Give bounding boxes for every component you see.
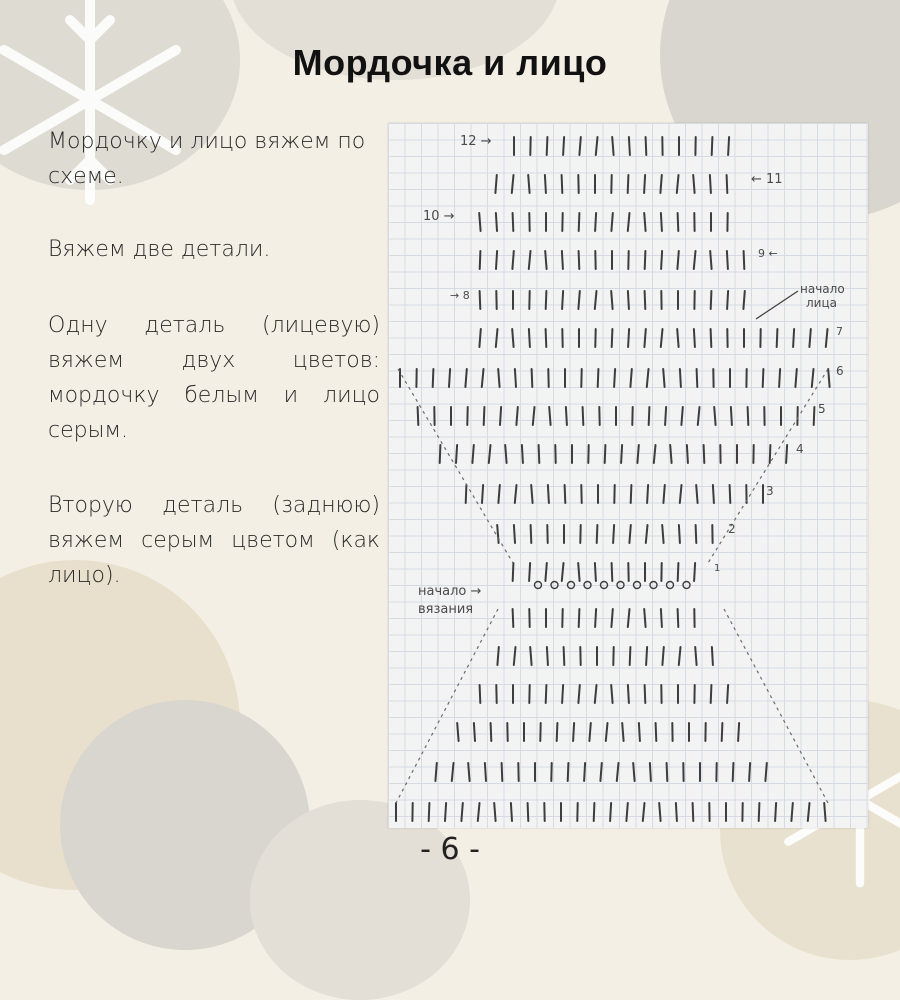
row-label-1: 1 bbox=[714, 563, 720, 574]
stitch-mark bbox=[595, 213, 596, 231]
row-label-11: ← 11 bbox=[751, 172, 783, 187]
stitch-mark bbox=[661, 609, 662, 627]
stitch-mark bbox=[429, 803, 430, 821]
stitch-mark bbox=[545, 251, 546, 269]
stitch-mark bbox=[677, 329, 678, 347]
stitch-mark bbox=[435, 763, 436, 781]
stitch-mark bbox=[474, 723, 475, 741]
stitch-mark bbox=[678, 609, 679, 627]
stitch-mark bbox=[612, 137, 613, 155]
stitch-mark bbox=[628, 685, 629, 703]
chain-stitch-mark bbox=[667, 582, 674, 589]
stitch-mark bbox=[613, 525, 614, 543]
stitch-mark bbox=[809, 329, 810, 347]
stitch-mark bbox=[516, 407, 517, 425]
stitch-mark bbox=[679, 525, 680, 543]
stitch-mark bbox=[478, 803, 480, 821]
stitch-mark bbox=[633, 763, 634, 781]
stitch-mark bbox=[547, 137, 548, 155]
stitch-mark bbox=[498, 369, 499, 387]
stitch-mark bbox=[482, 485, 483, 503]
face-start-label-2: лица bbox=[806, 296, 837, 310]
row-label-2: 2 bbox=[728, 522, 736, 536]
stitch-mark bbox=[565, 485, 566, 503]
stitch-mark bbox=[562, 291, 563, 309]
stitch-mark bbox=[679, 647, 681, 665]
stitch-mark bbox=[546, 291, 547, 309]
stitch-mark bbox=[512, 175, 514, 193]
stitch-mark bbox=[744, 251, 745, 269]
stitch-mark bbox=[595, 563, 596, 581]
stitch-mark bbox=[452, 763, 454, 781]
stitch-mark bbox=[677, 251, 678, 269]
arrow-icon bbox=[756, 291, 798, 319]
instruction-paragraph-3: Одну деталь (лицевую) вяжем двух цветов: мордочку белым и лицо серым. bbox=[48, 308, 380, 448]
stitch-mark bbox=[698, 407, 700, 425]
stitch-mark bbox=[600, 763, 601, 781]
stitch-mark bbox=[449, 369, 450, 387]
stitch-mark bbox=[693, 803, 694, 821]
row-label-10: 10 → bbox=[423, 209, 455, 224]
stitch-mark bbox=[568, 763, 569, 781]
stitch-mark bbox=[710, 251, 711, 269]
stitch-mark bbox=[665, 407, 666, 425]
stitch-mark bbox=[611, 291, 612, 309]
stitch-mark bbox=[617, 763, 619, 781]
stitch-mark bbox=[564, 647, 565, 665]
stitch-mark bbox=[612, 329, 613, 347]
stitch-mark bbox=[712, 137, 713, 155]
stitch-mark bbox=[646, 647, 647, 665]
stitch-mark bbox=[579, 213, 580, 231]
instruction-paragraph-2: Вяжем две детали. bbox=[48, 232, 380, 267]
stitch-mark bbox=[562, 175, 563, 193]
stitch-mark bbox=[578, 685, 579, 703]
knit-start-label: начало → bbox=[418, 584, 482, 599]
row-label-4: 4 bbox=[796, 442, 804, 456]
stitch-mark bbox=[545, 563, 546, 581]
stitch-mark bbox=[491, 723, 492, 741]
stitch-mark bbox=[606, 723, 608, 741]
stitch-mark bbox=[494, 803, 495, 821]
stitch-mark bbox=[513, 213, 514, 231]
stitch-mark bbox=[496, 251, 497, 269]
stitch-mark bbox=[480, 291, 481, 309]
stitch-mark bbox=[793, 329, 794, 347]
stitch-mark bbox=[770, 445, 771, 463]
stitch-mark bbox=[628, 609, 630, 627]
stitch-mark bbox=[480, 251, 481, 269]
stitch-mark bbox=[495, 175, 496, 193]
stitch-mark bbox=[489, 445, 491, 463]
stitch-mark bbox=[511, 803, 512, 821]
crochet-chart-photo bbox=[388, 123, 868, 828]
stitch-mark bbox=[659, 803, 660, 821]
stitch-mark bbox=[670, 445, 671, 463]
stitch-mark bbox=[584, 763, 585, 781]
stitch-mark bbox=[500, 407, 501, 425]
guide-dashed-line bbox=[724, 609, 828, 803]
instruction-paragraph-1: Мордочку и лицо вяжем по схеме. bbox=[48, 124, 380, 194]
stitch-mark bbox=[513, 563, 514, 581]
stitch-mark bbox=[656, 723, 657, 741]
stitch-mark bbox=[529, 563, 530, 581]
stitch-mark bbox=[644, 609, 645, 627]
stitch-mark bbox=[497, 647, 498, 665]
stitch-mark bbox=[644, 175, 645, 193]
stitch-mark bbox=[727, 685, 728, 703]
stitch-mark bbox=[557, 723, 558, 741]
stitch-mark bbox=[695, 647, 696, 665]
stitch-mark bbox=[545, 175, 546, 193]
stitch-mark bbox=[639, 723, 640, 741]
stitch-mark bbox=[786, 445, 787, 463]
row-label-5: 5 bbox=[818, 402, 826, 416]
stitch-mark bbox=[626, 803, 627, 821]
stitch-mark bbox=[547, 647, 548, 665]
knit-start-label-2: вязания bbox=[418, 602, 473, 617]
stitch-mark bbox=[597, 525, 598, 543]
stitch-mark bbox=[465, 369, 466, 387]
stitch-mark bbox=[502, 763, 503, 781]
stitch-mark bbox=[795, 369, 796, 387]
stitch-mark bbox=[680, 485, 682, 503]
chain-stitch-mark bbox=[617, 582, 624, 589]
chain-stitch-mark bbox=[551, 582, 558, 589]
stitch-mark bbox=[578, 291, 579, 309]
stitch-mark bbox=[791, 803, 792, 821]
stitch-mark bbox=[589, 723, 590, 741]
stitch-mark bbox=[687, 445, 688, 463]
stitch-mark bbox=[654, 445, 656, 463]
stitch-mark bbox=[622, 723, 623, 741]
stitch-mark bbox=[711, 685, 712, 703]
stitch-mark bbox=[713, 485, 714, 503]
stitch-mark bbox=[731, 407, 732, 425]
stitch-mark bbox=[728, 137, 729, 155]
stitch-mark bbox=[440, 445, 441, 463]
stitch-mark bbox=[645, 291, 646, 309]
guide-dashed-line bbox=[396, 609, 498, 803]
stitch-mark bbox=[775, 803, 776, 821]
stitch-mark bbox=[680, 369, 681, 387]
stitch-mark bbox=[594, 803, 595, 821]
stitch-mark bbox=[528, 175, 529, 193]
stitch-mark bbox=[808, 803, 810, 821]
stitch-mark bbox=[645, 251, 646, 269]
stitch-mark bbox=[579, 251, 580, 269]
stitch-mark bbox=[661, 213, 662, 231]
stitch-mark bbox=[661, 251, 662, 269]
stitch-mark bbox=[696, 485, 697, 503]
stitch-mark bbox=[727, 175, 728, 193]
stitch-mark bbox=[583, 407, 584, 425]
stitch-mark bbox=[566, 407, 567, 425]
stitch-mark bbox=[645, 685, 646, 703]
stitch-mark bbox=[667, 763, 668, 781]
stitch-mark bbox=[611, 213, 612, 231]
stitch-mark bbox=[662, 647, 663, 665]
stitch-mark bbox=[605, 445, 606, 463]
stitch-mark bbox=[712, 647, 713, 665]
stitch-mark bbox=[532, 369, 533, 387]
stitch-mark bbox=[777, 329, 778, 347]
stitch-mark bbox=[472, 445, 473, 463]
row-label-12: 12 → bbox=[460, 134, 492, 149]
stitch-mark bbox=[693, 175, 694, 193]
chain-stitch-mark bbox=[601, 582, 608, 589]
stitch-mark bbox=[824, 803, 825, 821]
guide-dashed-line bbox=[398, 369, 513, 563]
chain-stitch-mark bbox=[568, 582, 575, 589]
stitch-mark bbox=[779, 369, 780, 387]
stitch-mark bbox=[628, 175, 629, 193]
stitch-mark bbox=[644, 329, 645, 347]
stitch-mark bbox=[812, 369, 814, 387]
stitch-mark bbox=[647, 369, 649, 387]
stitch-mark bbox=[650, 763, 651, 781]
stitch-mark bbox=[611, 609, 612, 627]
stitch-mark bbox=[530, 647, 531, 665]
stitch-mark bbox=[512, 251, 513, 269]
stitch-mark bbox=[457, 723, 458, 741]
stitch-mark bbox=[579, 609, 580, 627]
stitch-mark bbox=[710, 175, 711, 193]
stitch-mark bbox=[628, 329, 629, 347]
stitch-mark bbox=[743, 291, 744, 309]
stitch-mark bbox=[514, 647, 516, 665]
stitch-mark bbox=[595, 609, 596, 627]
stitch-mark bbox=[814, 407, 815, 425]
stitch-mark bbox=[573, 723, 574, 741]
stitch-mark bbox=[531, 525, 532, 543]
stitch-mark bbox=[644, 213, 645, 231]
stitch-mark bbox=[759, 803, 760, 821]
stitch-mark bbox=[466, 485, 467, 503]
stitch-mark bbox=[595, 291, 597, 309]
stitch-mark bbox=[596, 137, 598, 155]
stitch-mark bbox=[765, 763, 766, 781]
stitch-mark bbox=[630, 369, 631, 387]
stitch-mark bbox=[646, 137, 647, 155]
stitch-mark bbox=[727, 291, 728, 309]
stitch-mark bbox=[631, 485, 632, 503]
stitch-mark bbox=[628, 213, 630, 231]
stitch-mark bbox=[678, 213, 679, 231]
stitch-mark bbox=[637, 445, 638, 463]
guide-dashed-line bbox=[708, 369, 828, 563]
crochet-chart bbox=[388, 123, 868, 828]
stitch-mark bbox=[748, 407, 749, 425]
stitch-mark bbox=[531, 485, 532, 503]
stitch-mark bbox=[628, 291, 629, 309]
stitch-mark bbox=[676, 803, 677, 821]
page-title: Мордочка и лицо bbox=[0, 42, 900, 84]
stitch-mark bbox=[513, 609, 514, 627]
stitch-mark bbox=[546, 329, 547, 347]
stitch-mark bbox=[694, 251, 696, 269]
stitch-mark bbox=[612, 563, 613, 581]
stitch-mark bbox=[629, 137, 630, 155]
stitch-mark bbox=[480, 685, 481, 703]
stitch-mark bbox=[733, 763, 734, 781]
stitch-mark bbox=[514, 525, 515, 543]
stitch-mark bbox=[484, 407, 485, 425]
stitch-mark bbox=[546, 685, 547, 703]
stitch-mark bbox=[661, 329, 663, 347]
stitch-mark bbox=[630, 647, 631, 665]
page-number: - 6 - bbox=[0, 832, 900, 867]
row-label-3: 3 bbox=[766, 484, 774, 498]
stitch-mark bbox=[433, 369, 434, 387]
stitch-mark bbox=[578, 563, 579, 581]
stitch-mark bbox=[515, 369, 516, 387]
stitch-mark bbox=[456, 445, 457, 463]
stitch-mark bbox=[727, 251, 728, 269]
stitch-mark bbox=[749, 763, 750, 781]
stitch-mark bbox=[704, 445, 705, 463]
chain-stitch-mark bbox=[535, 582, 542, 589]
stitch-mark bbox=[505, 445, 506, 463]
stitch-mark bbox=[763, 369, 764, 387]
stitch-mark bbox=[662, 525, 663, 543]
row-label-6: 6 bbox=[836, 364, 844, 378]
stitch-mark bbox=[529, 251, 531, 269]
stitch-mark bbox=[711, 329, 712, 347]
stitch-mark bbox=[643, 803, 645, 821]
stitch-mark bbox=[549, 407, 550, 425]
stitch-mark bbox=[694, 329, 695, 347]
stitch-mark bbox=[663, 485, 664, 503]
stitch-mark bbox=[461, 803, 462, 821]
stitch-mark bbox=[711, 291, 712, 309]
stitch-mark bbox=[479, 213, 480, 231]
stitch-mark bbox=[533, 407, 535, 425]
stitch-mark bbox=[826, 329, 828, 347]
stitch-mark bbox=[611, 685, 612, 703]
chain-stitch-mark bbox=[634, 582, 641, 589]
stitch-mark bbox=[621, 445, 622, 463]
stitch-mark bbox=[497, 525, 498, 543]
stitch-mark bbox=[828, 369, 829, 387]
stitch-mark bbox=[677, 175, 679, 193]
stitch-mark bbox=[468, 763, 469, 781]
stitch-mark bbox=[681, 407, 682, 425]
chain-stitch-mark bbox=[584, 582, 591, 589]
stitch-mark bbox=[738, 723, 739, 741]
stitch-mark bbox=[647, 485, 648, 503]
stitch-mark bbox=[479, 329, 480, 347]
stitch-mark bbox=[562, 251, 563, 269]
stitch-mark bbox=[539, 445, 540, 463]
stitch-mark bbox=[579, 137, 580, 155]
row-label-9: 9 ← bbox=[758, 247, 778, 260]
stitch-mark bbox=[485, 763, 486, 781]
stitch-mark bbox=[714, 407, 715, 425]
stitch-mark bbox=[512, 329, 513, 347]
face-start-label: начало bbox=[800, 282, 845, 296]
stitch-mark bbox=[646, 525, 648, 543]
stitch-mark bbox=[660, 175, 661, 193]
stitch-mark bbox=[496, 213, 497, 231]
chain-stitch-mark bbox=[650, 582, 657, 589]
stitch-mark bbox=[496, 329, 498, 347]
stitch-mark bbox=[562, 685, 563, 703]
stitch-mark bbox=[418, 407, 419, 425]
stitch-mark bbox=[528, 803, 529, 821]
row-label-8: → 8 bbox=[450, 289, 470, 302]
stitch-mark bbox=[595, 685, 597, 703]
stitch-mark bbox=[445, 803, 446, 821]
stitch-mark bbox=[598, 369, 599, 387]
stitch-mark bbox=[730, 485, 731, 503]
stitch-mark bbox=[610, 803, 611, 821]
stitch-mark bbox=[649, 407, 650, 425]
stitch-mark bbox=[529, 329, 530, 347]
stitch-mark bbox=[722, 723, 723, 741]
instruction-paragraph-4: Вторую деталь (заднюю) вяжем серым цветом (как лицо). bbox=[48, 488, 380, 593]
stitch-mark bbox=[678, 563, 679, 581]
stitch-mark bbox=[694, 563, 695, 581]
background-blob bbox=[250, 800, 470, 1000]
stitch-mark bbox=[663, 369, 664, 387]
stitch-mark bbox=[515, 485, 517, 503]
stitch-mark bbox=[482, 369, 484, 387]
stitch-mark bbox=[629, 525, 630, 543]
stitch-mark bbox=[696, 525, 697, 543]
stitch-mark bbox=[548, 485, 549, 503]
stitch-mark bbox=[563, 137, 564, 155]
stitch-mark bbox=[498, 485, 499, 503]
stitch-mark bbox=[562, 563, 564, 581]
stitch-mark bbox=[614, 369, 615, 387]
row-label-7: 7 bbox=[836, 325, 843, 338]
stitch-mark bbox=[522, 445, 523, 463]
stitch-mark bbox=[697, 369, 698, 387]
chain-stitch-mark bbox=[683, 582, 690, 589]
